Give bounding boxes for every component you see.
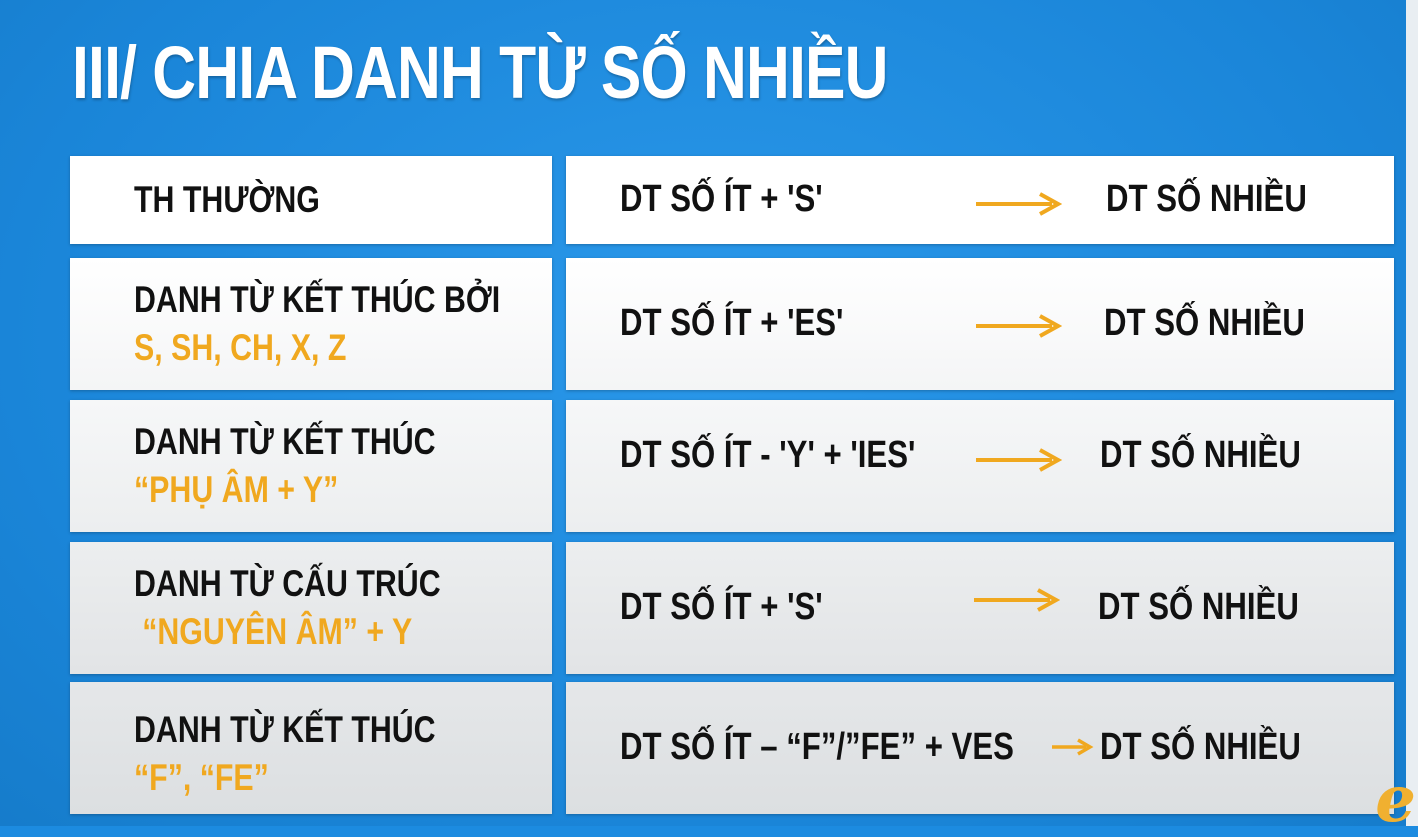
- table-row: [70, 258, 1394, 390]
- page-title: III/ CHIA DANH TỪ SỐ NHIỀU: [72, 31, 888, 114]
- case-label-main: DANH TỪ KẾT THÚC: [134, 421, 436, 462]
- case-label-main: DANH TỪ KẾT THÚC BỞI: [134, 279, 501, 320]
- case-label-accent: “F”, “FE”: [134, 757, 269, 798]
- case-cell: [70, 258, 552, 390]
- rule-result: DT SỐ NHIỀU: [1098, 586, 1299, 628]
- rule-formula: DT SỐ ÍT - 'Y' + 'IES': [620, 434, 916, 476]
- rule-formula: DT SỐ ÍT + 'S': [620, 178, 823, 220]
- right-arrow-icon: [976, 192, 1062, 216]
- rule-formula: DT SỐ ÍT + 'ES': [620, 302, 844, 344]
- table-row: [70, 542, 1394, 674]
- case-label-main: DANH TỪ KẾT THÚC: [134, 709, 436, 750]
- case-label: [134, 560, 441, 656]
- case-label: [134, 706, 436, 802]
- case-label-accent: “PHỤ ÂM + Y”: [134, 469, 339, 510]
- case-cell: [70, 542, 552, 674]
- rule-cell: [566, 258, 1394, 390]
- rule-cell: [566, 400, 1394, 532]
- case-cell: [70, 400, 552, 532]
- rule-formula: DT SỐ ÍT + 'S': [620, 586, 823, 628]
- right-arrow-icon: [974, 588, 1060, 612]
- right-arrow-icon: [976, 448, 1062, 472]
- table-row: [70, 400, 1394, 532]
- rule-cell: [566, 156, 1394, 244]
- right-arrow-icon: [1052, 738, 1094, 756]
- case-label-main: DANH TỪ CẤU TRÚC: [134, 563, 441, 604]
- table-row: [70, 156, 1394, 244]
- case-cell: [70, 682, 552, 814]
- case-cell: [70, 156, 552, 244]
- brand-logo: e: [1375, 762, 1416, 837]
- case-label: [134, 276, 500, 372]
- case-label: [134, 176, 320, 224]
- case-label-accent: S, SH, CH, X, Z: [134, 327, 347, 368]
- case-label: [134, 418, 436, 514]
- rule-result: DT SỐ NHIỀU: [1106, 178, 1307, 220]
- rule-result: DT SỐ NHIỀU: [1100, 726, 1301, 768]
- case-label-main: TH THƯỜNG: [134, 179, 320, 220]
- rule-cell: [566, 542, 1394, 674]
- rule-result: DT SỐ NHIỀU: [1104, 302, 1305, 344]
- case-label-accent: “NGUYÊN ÂM” + Y: [142, 611, 413, 652]
- table-row: [70, 682, 1394, 814]
- right-arrow-icon: [976, 314, 1062, 338]
- rule-result: DT SỐ NHIỀU: [1100, 434, 1301, 476]
- rule-cell: [566, 682, 1394, 814]
- rule-formula: DT SỐ ÍT – “F”/”FE” + VES: [620, 726, 1014, 768]
- window-edge: [1406, 0, 1418, 826]
